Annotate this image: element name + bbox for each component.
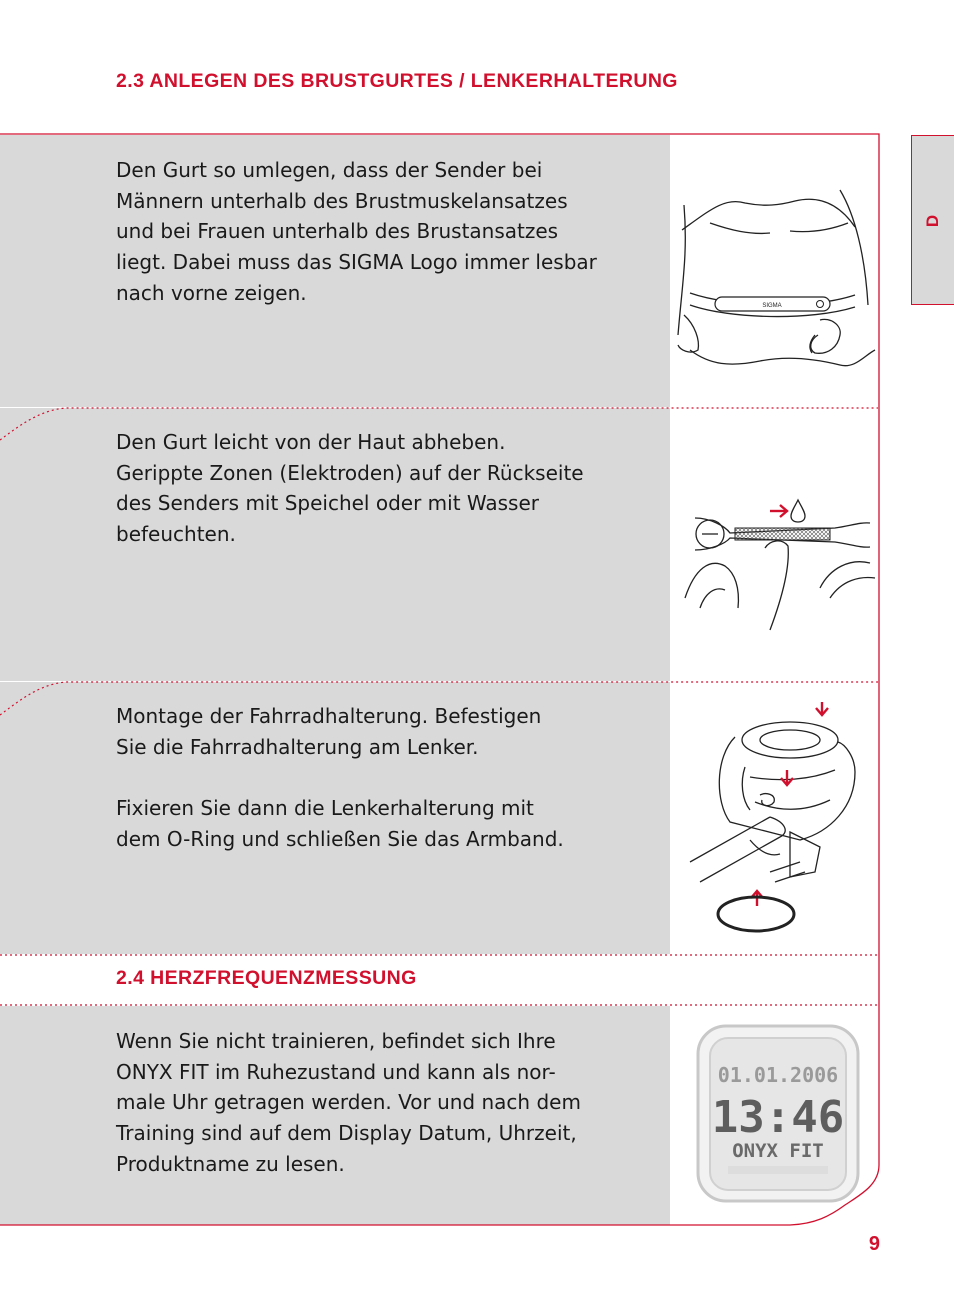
step-1-text: Den Gurt so umlegen, dass der Sender bei Männern unterhalb des Brustmuskelansatzes und bei Frauen unterhalb des Brustansatzes liegt. Dabei muss das SIGMA Logo immer lesbar nach vorne zeigen. xyxy=(116,158,597,305)
display-time: 13:46 xyxy=(711,1092,845,1143)
display-date: 01.01.2006 xyxy=(717,1063,839,1087)
language-tab-label: D xyxy=(923,214,942,228)
language-tab[interactable] xyxy=(911,135,954,305)
section-heading-2-4: 2.4 HERZFREQUENZMESSUNG xyxy=(116,967,417,989)
step-2-text: Den Gurt leicht von der Haut abheben. Gerippte Zonen (Elektroden) auf der Rückseite des Senders mit Speichel oder mit Wasser befeuchten. xyxy=(116,430,584,547)
heart-rate-text: Wenn Sie nicht trainieren, befindet sich Ihre ONYX FIT im Ruhezustand und kann als nor- male Uhr getragen werden. Vor und nach dem Training sind auf dem Display Datum, Uhrzeit, Produktname zu lesen. xyxy=(116,1029,581,1176)
step-3-text: Montage der Fahrradhalterung. Befestigen Sie die Fahrradhalterung am Lenker. Fixieren Sie dann die Lenkerhalterung mit dem O-Ring und schließen Sie das Armband. xyxy=(116,704,564,851)
display-product: ONYX FIT xyxy=(732,1140,824,1162)
strap-logo-text: SIGMA xyxy=(762,303,782,309)
page-number: 9 xyxy=(868,1233,880,1255)
section-heading-2-3: 2.3 ANLEGEN DES BRUSTGURTES / LENKERHALTERUNG xyxy=(116,70,678,92)
